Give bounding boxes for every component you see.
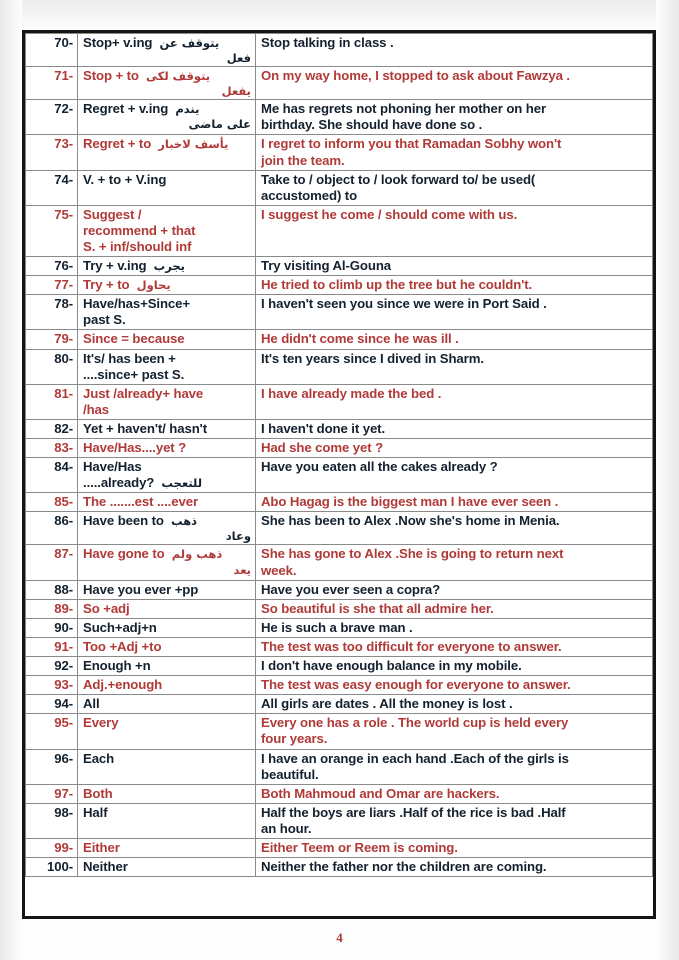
rule-number: 89- — [26, 599, 78, 618]
rule-example-line: join the team. — [261, 152, 345, 168]
rule-example — [256, 858, 653, 877]
rule-example-line: She has gone to Alex .She is going to return next — [261, 546, 564, 562]
table-row — [26, 784, 653, 803]
rule-example-line: He tried to climb up the tree but he couldn't. — [261, 277, 533, 293]
rule-pattern — [78, 493, 256, 512]
rule-number: 85- — [26, 493, 78, 512]
rule-pattern-text: Too +Adj +to — [83, 638, 162, 654]
rule-example — [256, 330, 653, 349]
rule-pattern-line — [83, 786, 251, 802]
rule-arabic-gloss: فعل — [226, 51, 251, 66]
rule-pattern-line — [83, 859, 251, 875]
rule-example — [256, 618, 653, 637]
rule-example — [256, 135, 653, 170]
rule-pattern-text: So +adj — [83, 600, 130, 616]
rule-example — [256, 67, 653, 100]
rule-pattern-line — [83, 658, 251, 674]
page-frame — [22, 30, 656, 919]
rule-example-line: Try visiting Al-Gouna — [261, 258, 392, 274]
table-row — [26, 858, 653, 877]
rule-example — [256, 458, 653, 493]
rule-arabic-gloss: ذهب ولم — [171, 547, 223, 562]
rule-example-line: accustomed) to — [261, 187, 358, 203]
rule-pattern-text: Have/has+Since+ — [83, 296, 191, 312]
rule-pattern-line — [83, 805, 251, 821]
rule-pattern-text: Adj.+enough — [83, 677, 163, 693]
rule-pattern-text: past S. — [83, 312, 126, 328]
rule-pattern — [78, 695, 256, 714]
rule-example-line: Both Mahmoud and Omar are hackers. — [261, 785, 500, 801]
rule-number: 74- — [26, 170, 78, 205]
rule-pattern-line — [83, 136, 251, 152]
rule-pattern-text: The .......est ....ever — [83, 494, 198, 510]
rule-number: 90- — [26, 618, 78, 637]
table-row — [26, 439, 653, 458]
rule-pattern — [78, 580, 256, 599]
rule-pattern-line — [83, 277, 251, 293]
rule-example-line: Every one has a role . The world cup is held every — [261, 715, 569, 731]
rule-example-line: Take to / object to / look forward to/ be used( — [261, 171, 536, 187]
grammar-rules-table — [25, 33, 653, 877]
rule-pattern-text: recommend + that — [83, 222, 196, 238]
table-row — [26, 599, 653, 618]
rule-pattern-text: Have been to — [83, 513, 164, 529]
table-row — [26, 100, 653, 135]
rule-pattern-text: It's/ has been + — [83, 350, 176, 366]
rule-number: 82- — [26, 419, 78, 438]
rule-pattern-line — [83, 459, 251, 475]
rule-example — [256, 784, 653, 803]
rule-example-line: I have already made the bed . — [261, 385, 442, 401]
table-row — [26, 714, 653, 749]
rule-number: 99- — [26, 838, 78, 857]
rule-pattern-line — [83, 258, 251, 274]
rule-example — [256, 545, 653, 580]
table-row — [26, 67, 653, 100]
rule-example-line: It's ten years since I dived in Sharm. — [261, 350, 484, 366]
rule-example — [256, 384, 653, 419]
rule-example-line: an hour. — [261, 820, 312, 836]
rule-pattern-text: Try + v.ing — [83, 258, 147, 274]
table-row — [26, 419, 653, 438]
rule-example — [256, 838, 653, 857]
rule-example-line: Either Teem or Reem is coming. — [261, 839, 458, 855]
table-row — [26, 657, 653, 676]
rule-pattern-text: S. + inf/should inf — [83, 238, 192, 254]
rule-example-line: I have an orange in each hand .Each of the girls is — [261, 750, 569, 766]
rule-pattern-text: Have gone to — [83, 546, 165, 562]
rule-pattern-text: Since = because — [83, 331, 185, 347]
rule-number: 80- — [26, 349, 78, 384]
table-row — [26, 135, 653, 170]
rule-example-line: I regret to inform you that Ramadan Sobhy won't — [261, 136, 562, 152]
rule-number: 92- — [26, 657, 78, 676]
rule-pattern — [78, 100, 256, 135]
rule-example-line: four years. — [261, 731, 328, 747]
rule-example-line: Had she come yet ? — [261, 440, 384, 455]
rule-pattern — [78, 458, 256, 493]
table-row — [26, 749, 653, 784]
rule-pattern — [78, 419, 256, 438]
rule-pattern-text: Either — [83, 839, 120, 855]
rule-arabic-gloss: يفعل — [221, 84, 251, 99]
rule-pattern — [78, 170, 256, 205]
rule-pattern-text: Neither — [83, 859, 128, 875]
rule-pattern — [78, 676, 256, 695]
rule-example — [256, 419, 653, 438]
table-row — [26, 695, 653, 714]
table-row — [26, 170, 653, 205]
rule-pattern-text: Have/Has....yet ? — [83, 440, 187, 455]
rules-table-body — [26, 34, 653, 877]
rule-arabic-gloss: ذهب — [171, 514, 198, 529]
rule-pattern-line — [83, 494, 251, 510]
rule-number: 97- — [26, 784, 78, 803]
rule-example — [256, 714, 653, 749]
rule-pattern-line — [83, 513, 251, 529]
rule-pattern — [78, 858, 256, 877]
rule-example-line: I don't have enough balance in my mobile. — [261, 658, 522, 674]
rule-pattern-line — [83, 207, 251, 223]
rule-pattern-line — [83, 475, 251, 491]
rule-number: 79- — [26, 330, 78, 349]
rule-number: 98- — [26, 803, 78, 838]
rule-pattern-line — [83, 639, 251, 655]
rule-pattern — [78, 439, 256, 458]
rule-example-line: I haven't seen you since we were in Port Said . — [261, 296, 547, 312]
rule-example-line: All girls are dates . All the money is lost . — [261, 696, 513, 712]
rule-example — [256, 170, 653, 205]
rule-pattern-line — [83, 840, 251, 856]
rule-pattern-text: ....since+ past S. — [83, 366, 185, 382]
rule-number: 88- — [26, 580, 78, 599]
rule-pattern-line — [83, 402, 251, 418]
rule-pattern-text: Regret + v.ing — [83, 101, 169, 117]
rule-pattern-line — [83, 440, 251, 456]
rule-pattern — [78, 599, 256, 618]
rule-pattern-line — [83, 101, 251, 117]
rule-number: 94- — [26, 695, 78, 714]
rule-example — [256, 803, 653, 838]
rules-table-container — [25, 33, 653, 916]
rule-pattern — [78, 784, 256, 803]
rule-arabic-gloss: على ماضى — [188, 117, 251, 132]
rule-number: 100- — [26, 858, 78, 877]
rule-pattern-text: Stop + to — [83, 68, 139, 84]
rule-example — [256, 100, 653, 135]
rule-pattern-text: Just /already+ have — [83, 385, 204, 401]
rule-example-line: He is such a brave man . — [261, 619, 413, 635]
rule-pattern-line — [83, 35, 251, 51]
rule-pattern-text: Half — [83, 804, 108, 820]
rule-pattern — [78, 67, 256, 100]
rule-arabic-gloss: يندم — [175, 102, 200, 117]
rule-pattern-line — [83, 386, 251, 402]
rule-number: 87- — [26, 545, 78, 580]
table-row — [26, 618, 653, 637]
rule-pattern-line — [83, 296, 251, 312]
page-edge-top — [0, 0, 679, 30]
page-number: 4 — [336, 930, 343, 945]
rule-pattern — [78, 618, 256, 637]
table-row — [26, 257, 653, 276]
rule-pattern — [78, 349, 256, 384]
rule-pattern-line — [83, 677, 251, 693]
rule-arabic-gloss: يتوقف لكى — [146, 69, 211, 84]
rule-example — [256, 657, 653, 676]
rule-example — [256, 257, 653, 276]
table-row — [26, 676, 653, 695]
rule-example — [256, 599, 653, 618]
rule-example — [256, 34, 653, 67]
rule-example-line: Stop talking in class . — [261, 35, 394, 50]
rule-pattern — [78, 657, 256, 676]
rule-pattern-line — [83, 715, 251, 731]
page-edge-left — [0, 0, 22, 960]
table-row — [26, 493, 653, 512]
rule-pattern — [78, 714, 256, 749]
rule-arabic-gloss: يتوقف عن — [159, 36, 220, 50]
rule-arabic-gloss: يجرب — [153, 259, 185, 274]
rule-pattern-text: Suggest / — [83, 206, 142, 222]
table-row — [26, 637, 653, 656]
page-edge-right — [656, 0, 679, 960]
rule-pattern-line — [83, 582, 251, 598]
rule-example-line: week. — [261, 562, 297, 578]
rule-pattern-text: .....already? — [83, 475, 155, 491]
rule-example — [256, 676, 653, 695]
table-row — [26, 205, 653, 256]
rule-example-line: Half the boys are liars .Half of the rice is bad .Half — [261, 804, 566, 820]
rule-pattern-line — [83, 620, 251, 636]
rule-example — [256, 695, 653, 714]
rule-example-line: So beautiful is she that all admire her. — [261, 600, 494, 616]
rule-example-line: Abo Hagag is the biggest man I have ever seen . — [261, 494, 559, 510]
rule-pattern-text: Yet + haven't/ hasn't — [83, 420, 207, 436]
table-row — [26, 803, 653, 838]
rule-example-line: On my way home, I stopped to ask about Fawzya . — [261, 68, 570, 84]
rule-number: 73- — [26, 135, 78, 170]
rule-pattern-text: Enough +n — [83, 658, 151, 674]
table-row — [26, 34, 653, 67]
rule-pattern — [78, 512, 256, 545]
rule-example-line: birthday. She should have done so . — [261, 117, 483, 133]
rule-pattern — [78, 295, 256, 330]
rule-arabic-gloss: يعد — [233, 562, 251, 577]
rule-pattern — [78, 135, 256, 170]
rule-pattern-line — [83, 546, 251, 562]
rule-pattern-text: Both — [83, 785, 113, 801]
rule-pattern-line — [83, 223, 251, 239]
rule-pattern-line — [83, 696, 251, 712]
rule-pattern — [78, 545, 256, 580]
rule-number: 86- — [26, 512, 78, 545]
rule-pattern-line — [83, 312, 251, 328]
rule-pattern-line — [83, 601, 251, 617]
rule-example-line: He didn't come since he was ill . — [261, 331, 459, 347]
rule-example — [256, 637, 653, 656]
rule-pattern — [78, 205, 256, 256]
table-row — [26, 512, 653, 545]
rule-number: 76- — [26, 257, 78, 276]
rule-example — [256, 493, 653, 512]
rule-example-line: She has been to Alex .Now she's home in Menia. — [261, 513, 560, 529]
rule-pattern-text: Regret + to — [83, 136, 152, 152]
rule-pattern-line — [83, 172, 251, 188]
rule-example-line: Have you eaten all the cakes already ? — [261, 459, 498, 475]
rule-pattern — [78, 276, 256, 295]
rule-example — [256, 439, 653, 458]
rule-arabic-gloss: للتعجب — [161, 476, 203, 491]
rule-example-line: I haven't done it yet. — [261, 420, 386, 436]
rule-pattern — [78, 749, 256, 784]
rule-example-line: I suggest he come / should come with us. — [261, 206, 518, 222]
table-row — [26, 276, 653, 295]
rule-number: 81- — [26, 384, 78, 419]
rule-pattern-text: Have you ever +pp — [83, 581, 199, 597]
rule-number: 71- — [26, 67, 78, 100]
rule-example-line: Neither the father nor the children are coming. — [261, 859, 547, 875]
rule-pattern-text: All — [83, 696, 100, 712]
rule-pattern — [78, 838, 256, 857]
rule-number: 77- — [26, 276, 78, 295]
rule-pattern — [78, 257, 256, 276]
rule-arabic-gloss: يحاول — [136, 278, 171, 293]
rule-number: 95- — [26, 714, 78, 749]
rule-example — [256, 205, 653, 256]
rule-pattern-text: Stop+ v.ing — [83, 35, 153, 50]
rule-number: 78- — [26, 295, 78, 330]
rule-pattern-line — [83, 331, 251, 347]
rule-example-line: Me has regrets not phoning her mother on her — [261, 101, 547, 117]
table-row — [26, 349, 653, 384]
rule-example-line: beautiful. — [261, 766, 319, 782]
rule-pattern-text: Have/Has — [83, 459, 142, 475]
rule-pattern-line — [83, 68, 251, 84]
table-row — [26, 384, 653, 419]
rule-pattern — [78, 384, 256, 419]
rule-pattern-line — [83, 367, 251, 383]
rule-number: 91- — [26, 637, 78, 656]
table-row — [26, 545, 653, 580]
rule-example-line: Have you ever seen a copra? — [261, 581, 441, 597]
rule-pattern — [78, 34, 256, 67]
rule-number: 84- — [26, 458, 78, 493]
table-row — [26, 330, 653, 349]
rule-pattern-line — [83, 421, 251, 437]
rule-example — [256, 349, 653, 384]
table-row — [26, 580, 653, 599]
table-row — [26, 458, 653, 493]
rule-pattern — [78, 637, 256, 656]
rule-example — [256, 749, 653, 784]
table-row — [26, 295, 653, 330]
rule-example — [256, 512, 653, 545]
rule-example — [256, 295, 653, 330]
table-row — [26, 838, 653, 857]
rule-number: 75- — [26, 205, 78, 256]
rule-example-line: The test was easy enough for everyone to answer. — [261, 677, 571, 693]
rule-pattern — [78, 330, 256, 349]
rule-arabic-gloss: وعاد — [225, 529, 251, 544]
rule-arabic-gloss: يأسف لاخبار — [158, 137, 229, 152]
rule-pattern-text: V. + to + V.ing — [83, 171, 167, 187]
rule-number: 93- — [26, 676, 78, 695]
rule-pattern-text: Each — [83, 750, 115, 766]
rule-number: 83- — [26, 439, 78, 458]
rule-pattern — [78, 803, 256, 838]
rule-pattern-text: /has — [83, 401, 109, 417]
rule-pattern-text: Try + to — [83, 277, 130, 293]
rule-number: 70- — [26, 34, 78, 67]
rule-example-line: The test was too difficult for everyone to answer. — [261, 638, 562, 654]
rule-pattern-line — [83, 751, 251, 767]
rule-pattern-text: Every — [83, 715, 119, 731]
rule-number: 72- — [26, 100, 78, 135]
rule-example — [256, 580, 653, 599]
rule-pattern-line — [83, 351, 251, 367]
rule-example — [256, 276, 653, 295]
rule-pattern-text: Such+adj+n — [83, 619, 157, 635]
rule-number: 96- — [26, 749, 78, 784]
